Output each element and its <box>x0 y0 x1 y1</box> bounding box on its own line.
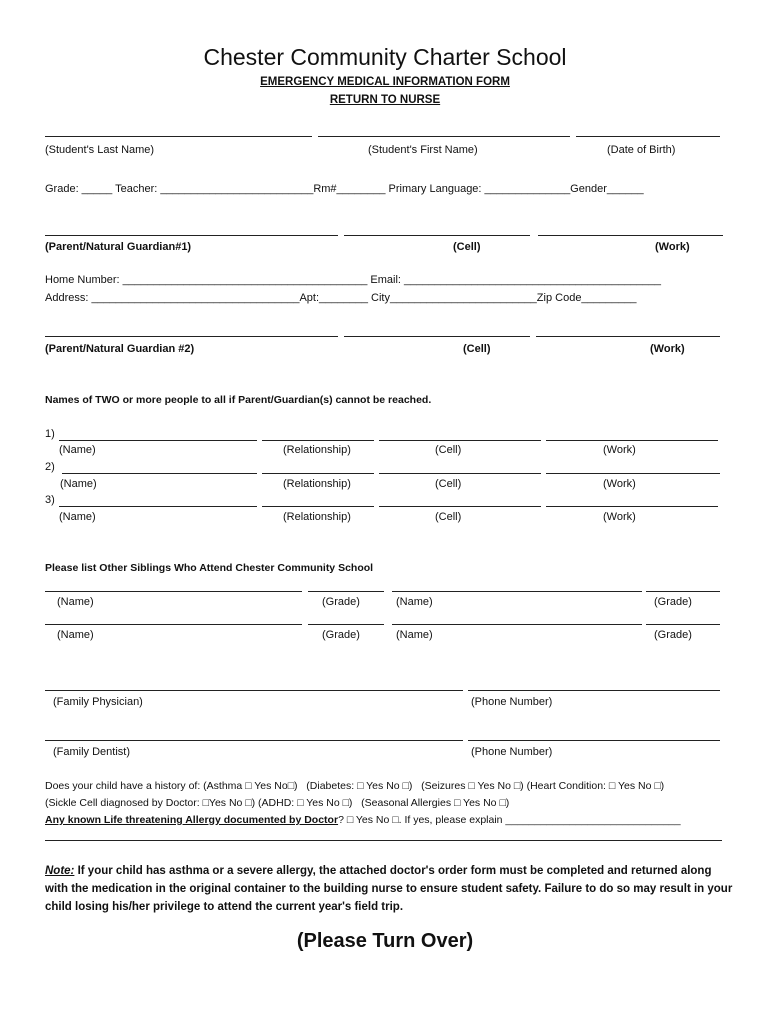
contact-relationship-label: (Relationship) <box>283 444 351 456</box>
family-physician-label: (Family Physician) <box>53 696 143 708</box>
asthma-allergy-note <box>45 862 735 916</box>
sibling-name-label: (Name) <box>396 629 433 641</box>
contact1-relationship-field[interactable] <box>262 440 374 441</box>
contact-name-label: (Name) <box>59 511 96 523</box>
address-line[interactable]: Address: __________________________________Apt:________ City________________________Zip Code_________ <box>45 292 637 304</box>
contact1-name-field[interactable] <box>59 440 257 441</box>
guardian2-name-label: (Parent/Natural Guardian #2) <box>45 343 195 355</box>
allergy-label: Any known Life threatening Allergy documented by Doctor <box>45 814 339 826</box>
return-to-nurse: RETURN TO NURSE <box>329 94 441 106</box>
note-text: If your child has asthma or a severe allergy, the attached doctor's order form must be completed and returned along with the medication in the original container to the building nurse to ensure student safety. Failure to do so may result in your child losing his/her privilege to attend the current year's field trip. <box>45 865 733 913</box>
contact-relationship-label: (Relationship) <box>283 511 351 523</box>
contact3-cell-field[interactable] <box>379 506 541 507</box>
guardian2-cell-label: (Cell) <box>463 343 491 355</box>
physician-phone-field[interactable] <box>468 690 720 691</box>
sibling-grade-label: (Grade) <box>322 629 360 641</box>
dentist-phone-field[interactable] <box>468 740 720 741</box>
contact-work-label: (Work) <box>603 444 636 456</box>
sibling-grade-label: (Grade) <box>654 629 692 641</box>
please-turn-over: (Please Turn Over) <box>296 930 474 952</box>
guardian1-work-label: (Work) <box>655 241 690 253</box>
guardian1-name-field[interactable] <box>45 235 338 236</box>
student-first-name-field[interactable] <box>318 136 570 137</box>
guardian2-cell-field[interactable] <box>344 336 530 337</box>
guardian1-cell-label: (Cell) <box>453 241 481 253</box>
school-name: Chester Community Charter School <box>203 44 567 70</box>
allergy-rest: ? □ Yes No □. If yes, please explain ______________________________ <box>338 814 681 826</box>
date-of-birth-label: (Date of Birth) <box>607 144 676 156</box>
student-last-name-label: (Student's Last Name) <box>45 144 155 156</box>
student-last-name-field[interactable] <box>45 136 312 137</box>
sibling1-name-field[interactable] <box>45 591 302 592</box>
contact-work-label: (Work) <box>603 511 636 523</box>
contact3-name-field[interactable] <box>59 506 257 507</box>
contact2-relationship-field[interactable] <box>262 473 374 474</box>
sibling4-name-field[interactable] <box>392 624 642 625</box>
guardian1-work-field[interactable] <box>538 235 723 236</box>
contact3-relationship-field[interactable] <box>262 506 374 507</box>
sibling-name-label: (Name) <box>396 596 433 608</box>
family-physician-field[interactable] <box>45 690 463 691</box>
contact2-work-field[interactable] <box>546 473 720 474</box>
contact-name-label: (Name) <box>59 444 96 456</box>
contact-cell-label: (Cell) <box>435 478 462 490</box>
grade-teacher-line[interactable]: Grade: _____ Teacher: _________________________Rm#________ Primary Language: ______________Gender______ <box>45 183 644 195</box>
contact-name-label: (Name) <box>60 478 97 490</box>
history-line-1[interactable]: Does your child have a history of: (Asthma □ Yes No□) (Diabetes: □ Yes No □) (Seizures □ Yes No □) (Heart Condition: □ Yes No □) <box>45 780 665 792</box>
contact1-cell-field[interactable] <box>379 440 541 441</box>
date-of-birth-field[interactable] <box>576 136 720 137</box>
student-first-name-label: (Student's First Name) <box>368 144 478 156</box>
sibling2-name-field[interactable] <box>392 591 642 592</box>
sibling3-grade-field[interactable] <box>308 624 384 625</box>
allergy-line[interactable] <box>45 814 681 826</box>
contact-cell-label: (Cell) <box>435 444 462 456</box>
note-label: Note: <box>45 865 75 877</box>
sibling-grade-label: (Grade) <box>654 596 692 608</box>
sibling2-grade-field[interactable] <box>646 591 720 592</box>
contact1-work-field[interactable] <box>546 440 718 441</box>
sibling-grade-label: (Grade) <box>322 596 360 608</box>
contact-number: 1) <box>45 428 55 440</box>
guardian1-name-label: (Parent/Natural Guardian#1) <box>45 241 192 253</box>
contact3-work-field[interactable] <box>546 506 718 507</box>
guardian2-work-label: (Work) <box>650 343 685 355</box>
allergy-explain-field[interactable] <box>45 840 722 841</box>
family-dentist-field[interactable] <box>45 740 463 741</box>
contact-number: 3) <box>45 494 55 506</box>
physician-phone-label: (Phone Number) <box>471 696 553 708</box>
contact-number: 2) <box>45 461 55 473</box>
dentist-phone-label: (Phone Number) <box>471 746 553 758</box>
contact-cell-label: (Cell) <box>435 511 462 523</box>
contact-work-label: (Work) <box>603 478 636 490</box>
history-line-2[interactable]: (Sickle Cell diagnosed by Doctor: □Yes No □) (ADHD: □ Yes No □) (Seasonal Allergies □ Yes No □) <box>45 797 510 809</box>
contact2-name-field[interactable] <box>62 473 257 474</box>
form-title: EMERGENCY MEDICAL INFORMATION FORM <box>260 76 510 88</box>
contact2-cell-field[interactable] <box>379 473 541 474</box>
guardian2-name-field[interactable] <box>45 336 338 337</box>
sibling4-grade-field[interactable] <box>646 624 720 625</box>
siblings-heading: Please list Other Siblings Who Attend Chester Community School <box>45 562 374 574</box>
sibling-name-label: (Name) <box>57 629 94 641</box>
sibling1-grade-field[interactable] <box>308 591 384 592</box>
home-number-email-line[interactable]: Home Number: ________________________________________ Email: __________________________________________ <box>45 274 661 286</box>
sibling-name-label: (Name) <box>57 596 94 608</box>
family-dentist-label: (Family Dentist) <box>53 746 131 758</box>
guardian2-work-field[interactable] <box>536 336 720 337</box>
contacts-heading: Names of TWO or more people to all if Parent/Guardian(s) cannot be reached. <box>45 394 432 406</box>
contact-relationship-label: (Relationship) <box>283 478 351 490</box>
sibling3-name-field[interactable] <box>45 624 302 625</box>
guardian1-cell-field[interactable] <box>344 235 530 236</box>
